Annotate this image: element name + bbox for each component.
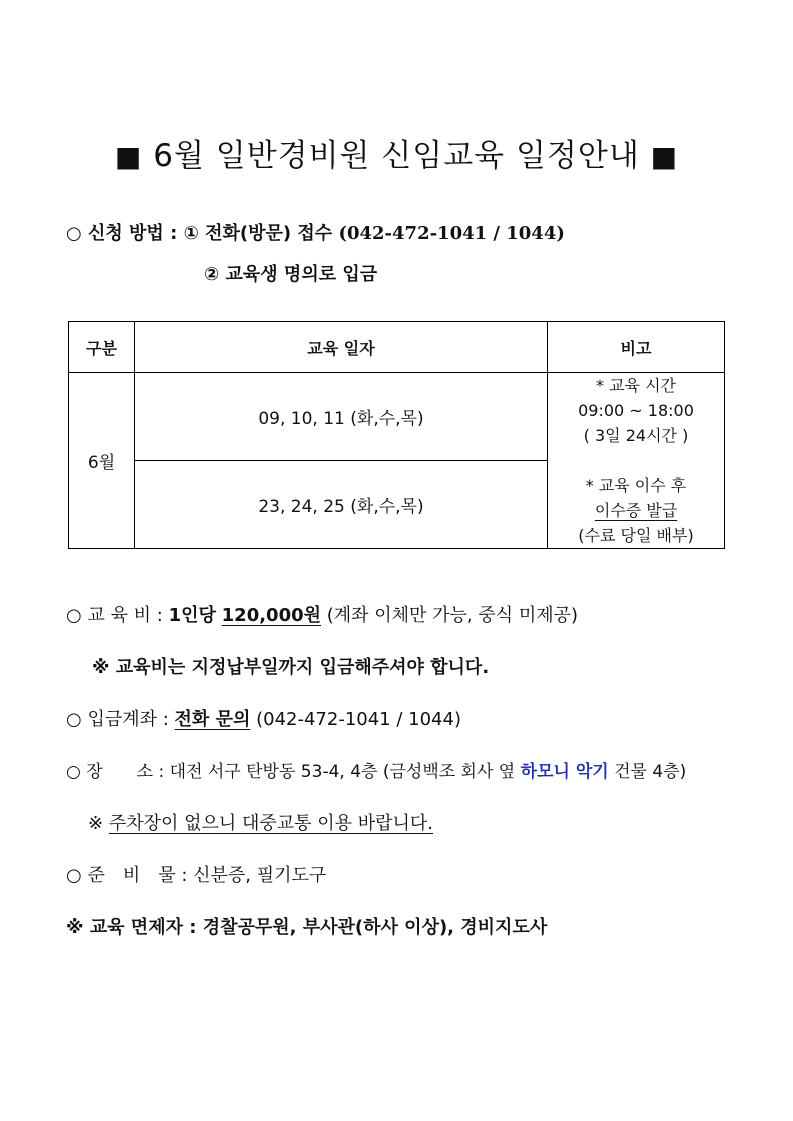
title-text: 6월 일반경비원 신임교육 일정안내 bbox=[153, 138, 640, 174]
title-square-right-icon: ■ bbox=[650, 140, 679, 173]
place-landmark: 하모니 악기 bbox=[520, 762, 609, 782]
note-cert-issue: 이수증 발급 bbox=[594, 501, 678, 520]
note-cert-title: * 교육 이수 후 bbox=[585, 476, 687, 495]
page-title bbox=[0, 130, 793, 175]
prep-label: 준 비 물 : bbox=[87, 865, 188, 886]
fee-payment-note: (계좌 이체만 가능, 중식 미제공) bbox=[326, 605, 579, 626]
apply-method-row bbox=[66, 219, 565, 245]
circle-bullet-icon: ○ bbox=[66, 762, 81, 782]
header-category: 구분 bbox=[69, 322, 135, 373]
account-value: 전화 문의 bbox=[174, 709, 251, 730]
apply-phone: (042-472-1041 / 1044) bbox=[338, 223, 565, 244]
table-row bbox=[69, 373, 725, 461]
circle-bullet-icon: ○ bbox=[66, 223, 82, 244]
prep-row bbox=[66, 861, 326, 887]
header-dates: 교육 일자 bbox=[135, 322, 548, 373]
place-label: 장 소 : bbox=[86, 762, 165, 782]
session-1-dates: 09, 10, 11 (화,수,목) bbox=[135, 373, 548, 461]
apply-step1-mark: ① bbox=[183, 223, 199, 244]
place-row bbox=[66, 757, 686, 782]
prep-items: 신분증, 필기도구 bbox=[193, 865, 327, 886]
circle-bullet-icon: ○ bbox=[66, 605, 82, 626]
exemption-note: ※ 교육 면제자 : 경찰공무원, 부사관(하사 이상), 경비지도사 bbox=[66, 917, 548, 938]
table-header-row bbox=[69, 322, 725, 373]
apply-method-label: 신청 방법 : bbox=[88, 223, 178, 244]
apply-step1-text: 전화(방문) 접수 bbox=[205, 223, 333, 244]
circle-bullet-icon: ○ bbox=[66, 709, 82, 730]
note-time-range: 09:00 ~ 18:00 bbox=[578, 401, 694, 420]
header-remarks: 비고 bbox=[548, 322, 725, 373]
note-time-days: ( 3일 24시간 ) bbox=[583, 426, 689, 445]
place-suffix: 건물 4층) bbox=[614, 762, 687, 782]
fee-per-person: 1인당 bbox=[168, 605, 216, 626]
session-2-dates: 23, 24, 25 (화,수,목) bbox=[135, 461, 548, 549]
remarks-cell bbox=[548, 373, 725, 549]
place-address: 대전 서구 탄방동 53-4, 4층 (금성백조 회사 옆 bbox=[169, 762, 516, 782]
note-cert-when: (수료 당일 배부) bbox=[578, 526, 694, 545]
account-label: 입금계좌 : bbox=[87, 709, 169, 730]
month-cell: 6월 bbox=[69, 373, 135, 549]
schedule-table bbox=[68, 321, 725, 549]
parking-note-row bbox=[88, 809, 433, 835]
fee-amount: 120,000원 bbox=[221, 605, 322, 626]
fee-deadline-note: ※ 교육비는 지정납부일까지 입금해주셔야 합니다. bbox=[92, 657, 490, 678]
account-phone: (042-472-1041 / 1044) bbox=[256, 709, 461, 730]
apply-step2: ② 교육생 명의로 입금 bbox=[204, 264, 378, 285]
fee-label: 교 육 비 : bbox=[87, 605, 163, 626]
parking-note: 주차장이 없으니 대중교통 이용 바랍니다. bbox=[108, 813, 434, 834]
account-row bbox=[66, 705, 461, 731]
title-square-left-icon: ■ bbox=[114, 140, 143, 173]
fee-row bbox=[66, 601, 578, 627]
note-time-title: * 교육 시간 bbox=[596, 376, 676, 395]
circle-bullet-icon: ○ bbox=[66, 865, 82, 886]
reference-mark-icon: ※ bbox=[88, 813, 104, 834]
